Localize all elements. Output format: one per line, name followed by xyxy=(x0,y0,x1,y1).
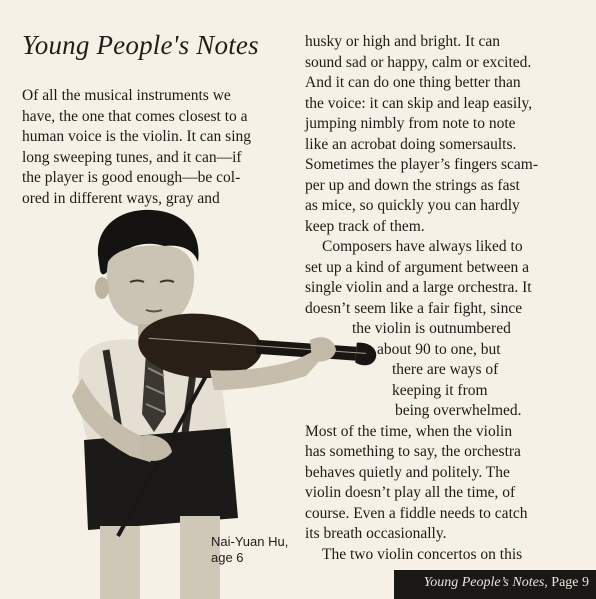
footer-text xyxy=(394,575,589,591)
text-line: being overwhelmed. xyxy=(395,402,522,419)
text-line: have, the one that comes closest to a xyxy=(22,107,248,125)
footer-section-title: Young People’s Notes xyxy=(423,575,545,590)
text-line: the voice: it can skip and leap easily, xyxy=(305,94,533,112)
text-line: its breath occasionally. xyxy=(305,525,447,542)
text-line: Most of the time, when the violin xyxy=(305,422,513,440)
text-line: the violin is outnumbered xyxy=(352,320,511,337)
text-line: husky or high and bright. It can xyxy=(305,33,501,50)
text-line: has something to say, the orchestra xyxy=(305,443,521,460)
text-line: Of all the musical instruments we xyxy=(22,87,231,104)
text-line: jumping nimbly from note to note xyxy=(305,115,516,132)
text-line: keep track of them. xyxy=(305,217,425,235)
page-title: Young People's Notes xyxy=(22,30,259,60)
text-line: doesn’t seem like a fair fight, since xyxy=(305,299,523,317)
text-line: And it can do one thing better than xyxy=(305,74,521,91)
text-line: like an acrobat doing somersaults. xyxy=(305,135,517,153)
page-footer xyxy=(394,570,596,599)
caption-line: Nai-Yuan Hu, xyxy=(211,534,289,549)
text-line: behaves quietly and politely. The xyxy=(305,463,510,481)
text-line: human voice is the violin. It can sing xyxy=(22,128,252,145)
text-line: there are ways of xyxy=(392,361,499,378)
text-line: The two violin concertos on this xyxy=(322,545,523,563)
photo-caption xyxy=(211,534,306,566)
text-line: long sweeping tunes, and it can—if xyxy=(22,148,242,166)
text-line: ored in different ways, gray and xyxy=(22,189,220,207)
text-line: the player is good enough—be col- xyxy=(22,169,241,186)
page-number: , Page 9 xyxy=(544,575,589,590)
text-line: about 90 to one, but xyxy=(377,340,501,358)
text-line: keeping it from xyxy=(392,381,488,399)
text-line: Sometimes the player’s fingers scam- xyxy=(305,156,539,173)
text-line: single violin and a large orchestra. It xyxy=(305,279,532,296)
text-line: violin doesn’t play all the time, of xyxy=(305,484,516,501)
text-line: as mice, so quickly you can hardly xyxy=(305,197,520,214)
left-column-text xyxy=(22,86,284,209)
caption-line: age 6 xyxy=(211,550,244,565)
text-line: course. Even a fiddle needs to catch xyxy=(305,504,528,522)
text-line: per up and down the strings as fast xyxy=(305,176,520,194)
text-line: Composers have always liked to xyxy=(322,238,523,255)
text-line: sound sad or happy, calm or excited. xyxy=(305,53,532,71)
text-line: set up a kind of argument between a xyxy=(305,258,529,276)
